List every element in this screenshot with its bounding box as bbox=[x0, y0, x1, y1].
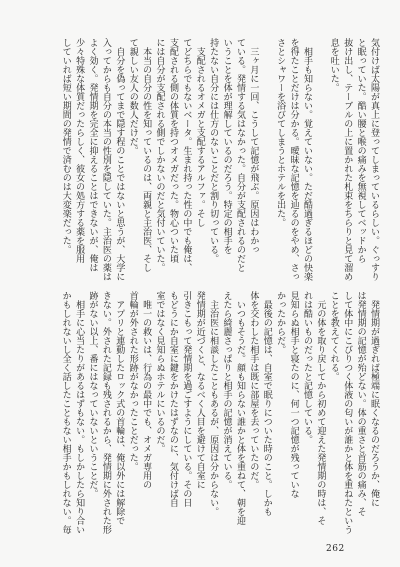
text-column: 支配される側の体質を持つオメガだった。物心ついた頃 bbox=[167, 38, 178, 263]
text-column: 見知らぬ相手と寝たのに、何一つ記憶が残っていな bbox=[288, 291, 299, 498]
text-column: いつもそうだ。顔も知らない誰かと体を重ねて、朝を迎 bbox=[234, 291, 245, 525]
text-column: 自分を偽ってまで隠す程のことではないと思うが、大学に bbox=[114, 38, 125, 281]
text-column: さとシャワーを浴びてしまうとホテルを出た。 bbox=[275, 38, 286, 227]
text-column: 首輪が外された形跡がなかったことだった。 bbox=[127, 291, 138, 471]
text-column: 発情期が近づくと、なるべく人目を避けて自室に bbox=[194, 291, 205, 489]
text-column: 室ではなく見知らぬホテルにいるのだ。 bbox=[154, 291, 165, 453]
text-column: 最後の記憶は、自室で眠りについた時のこと。しかも bbox=[261, 291, 272, 516]
text-column: ている。発情する気はなかった。自分が支配されるのだと bbox=[234, 38, 245, 272]
text-column: て親しい友人の数人だけだ。 bbox=[127, 38, 138, 155]
text-column: は発情期の記憶が殆どない。体の重さと首筋の痛み、そ bbox=[355, 291, 366, 516]
page-number: 262 bbox=[326, 544, 345, 554]
text-column: きない。外された記録も残されるから、発情期に外された形 bbox=[100, 291, 111, 534]
scene-break bbox=[259, 38, 272, 284]
text-column: 跡がない以上、番にはなっていないということだ。 bbox=[87, 291, 98, 498]
text-column: 唯一の救いは、行為の最中でも、オメガ専用の bbox=[141, 291, 152, 489]
text-column: して体中にこびりつく体液の匂いが誰かと体を重ねたという bbox=[342, 291, 353, 534]
text-column: 引きこもって発情期を過ごすようにしている。その日 bbox=[181, 291, 192, 507]
text-column: えたら綺麗さっぱりと相手の記憶が消えている。 bbox=[221, 291, 232, 489]
text-column: と眠っていた。酷い腰と喉の痛みを無視してベッドから bbox=[355, 38, 366, 263]
text-column: 支配されるオメガと支配するアルファ。そし bbox=[194, 38, 205, 227]
text-column: を得たことだけは分かる。曖昧な記憶を辿るのをやめ、さっ bbox=[288, 38, 299, 281]
text-column: していれば短い期間の発情で済むのは大変楽だった。 bbox=[60, 38, 71, 254]
text-column: よく効く。発情期を完全に抑えることはできないが、俺は bbox=[87, 38, 98, 272]
text-column: 少々特殊な体質だったらしく、彼女の処方する薬を服用 bbox=[74, 38, 85, 263]
text-column: アプリと連動したロック式の首輪は、俺以外には解除で bbox=[114, 291, 125, 525]
text-column: もどうにか自室に鍵をかけたはずなのに、気付けば自 bbox=[167, 291, 178, 507]
text-column: 三ヶ月に一回、こうして記憶が飛ぶ。原因はわかっ bbox=[248, 38, 259, 254]
text-column: 本当の自分の性を知っているのは、両親と主治医、そし bbox=[141, 38, 152, 272]
text-column: 息を吐いた。 bbox=[328, 38, 339, 92]
text-column: ことを教えてくれる。 bbox=[328, 291, 339, 381]
text-column: てどちらでもないベータ。生まれ持った性の中でも俺は、 bbox=[181, 38, 192, 272]
text-column: 相手も知らない。覚えていない。ただ酷過ぎるほどの快楽 bbox=[301, 38, 312, 281]
lower-text-block bbox=[58, 291, 380, 537]
text-column: には自分が支配される側でしかないのだと気付いていた。 bbox=[154, 38, 165, 272]
upper-text-block bbox=[58, 38, 380, 284]
text-column: 主治医に相談したこともあるが、原因は分からない。 bbox=[208, 291, 219, 516]
text-column: れは酷いものだったと記憶している。 bbox=[301, 291, 312, 444]
text-column: 気付けば太陽が真上に登ってしまっているらしい。ぐっすり bbox=[369, 38, 379, 281]
text-column: 入ってからも自分の本当の性別を隠していた。主治医の薬は bbox=[100, 38, 111, 281]
text-column: 抜け出し、テーブルの上に置かれた札束をちらりと見て溜め bbox=[342, 38, 353, 281]
text-column: 持たない自分には仕方のないことだと割り切っている。 bbox=[208, 38, 219, 263]
text-column: 相手に心当たりがあるはずもない。もしかしたら知り合い bbox=[74, 291, 85, 534]
text-column: いうことを体が理解しているのだろう。特定の相手を bbox=[221, 38, 232, 254]
text-column: 体を交わした相手は既に部屋を去っていたのだ。 bbox=[248, 291, 259, 489]
text-column: かったからだ。 bbox=[275, 291, 286, 354]
scene-break bbox=[313, 38, 326, 284]
text-column: 元の体を取り戻してから初めて迎えた発情期の時は、そ bbox=[315, 291, 326, 525]
text-column: かもしれないし全く話したこともない相手かもしれない。毎 bbox=[60, 291, 71, 534]
text-column: 発情期が過ぎれば極端に眠くなるのだろうか、俺に bbox=[369, 291, 379, 507]
